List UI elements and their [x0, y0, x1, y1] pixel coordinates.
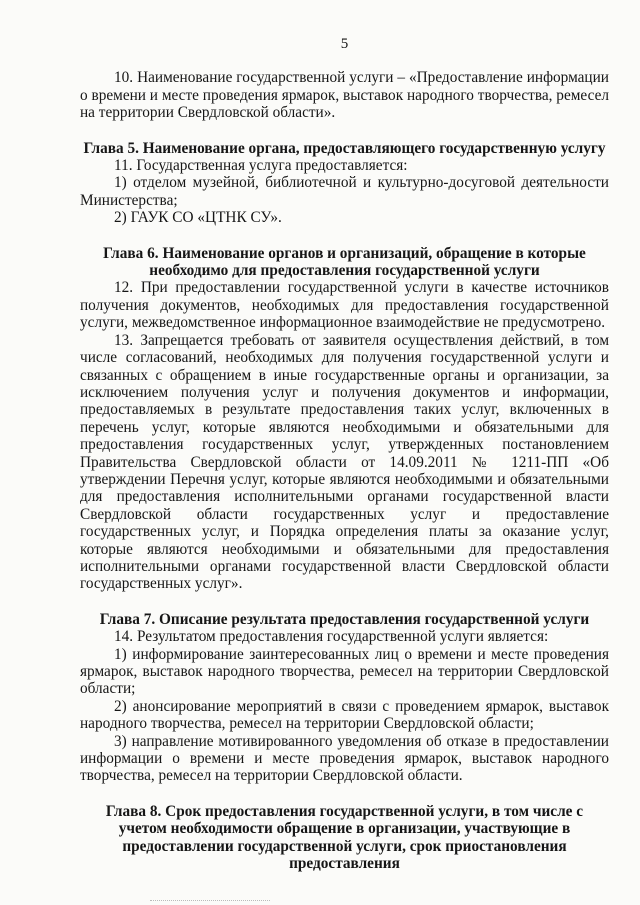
list-item-11-1: 1) отделом музейной, библиотечной и культурно-досуговой деятельности Министерства; [80, 174, 609, 209]
paragraph-11: 11. Государственная услуга предоставляется: [114, 157, 408, 175]
paragraph-12: 12. При предоставлении государственной услуги в качестве источников получения документов, необходимых для предоставления государственной услуги, межведомственное информационное взаимодействие не предусмотрено. [80, 279, 609, 332]
document-page [80, 36, 609, 872]
list-item-11-2: 2) ГАУК СО «ЦТНК СУ». [114, 209, 282, 227]
paragraph-13: 13. Запрещается требовать от заявителя осуществления действий, в том числе согласований, необходимых для получения государственной услуги и связанных с обращением в иные государственные органы и организации, за исключением получения услуг и получения документов и информации, предоставляемых в результате предоставления таких услуг, включенных в перечень услуг, которые являются необходимыми и обязательными для предоставления государственных услуг, утвержденных постановлением Правительства Свердловской области от 14.09.2011 № 1211-ПП «Об утверждении Перечня услуг, которые являются необходимыми и обязательными для предоставления исполнительными органами государственной власти Свердловской области государственных услуг и предоставление государственных услуг, и Порядка определения платы за оказание услуг, которые являются необходимыми и обязательными для предоставления исполнительными органами государственной власти Свердловской области государственных услуг». [80, 331, 609, 593]
chapter-8-heading: Глава 8. Срок предоставления государственной услуги, в том числе с учетом необходимости обращение в организации, участвующие в предоставлении государственной услуги, срок приостановления предоставления [105, 802, 584, 873]
list-item-14-3: 3) направление мотивированного уведомления об отказе в предоставлении информации о времени и месте проведения ярмарок, выставок народного творчества, ремесел на территории Свердловской области. [80, 732, 609, 785]
chapter-6-heading: Глава 6. Наименование органов и организаций, обращение в которые необходимо для предоставления государственной услуги [103, 244, 586, 280]
chapter-7-heading: Глава 7. Описание результата предоставления государственной услуги [99, 610, 590, 628]
chapter-5-heading: Глава 5. Наименование органа, предоставляющего государственную услугу [83, 139, 606, 157]
page-number: 5 [340, 36, 349, 52]
paragraph-10: 10. Наименование государственной услуги – «Предоставление информации о времени и месте проведения ярмарок, выставок народного творчества, ремесел на территории Свердловской области». [80, 69, 609, 122]
list-item-14-1: 1) информирование заинтересованных лиц о времени и месте проведения ярмарок, выставок народного творчества, ремесел на территории Свердловской области; [80, 645, 609, 698]
paragraph-14: 14. Результатом предоставления государственной услуги является: [114, 628, 549, 646]
scan-artifact-line [150, 900, 270, 902]
list-item-14-2: 2) анонсирование мероприятий в связи с проведением ярмарок, выставок народного творчества, ремесел на территории Свердловской области; [80, 697, 609, 733]
